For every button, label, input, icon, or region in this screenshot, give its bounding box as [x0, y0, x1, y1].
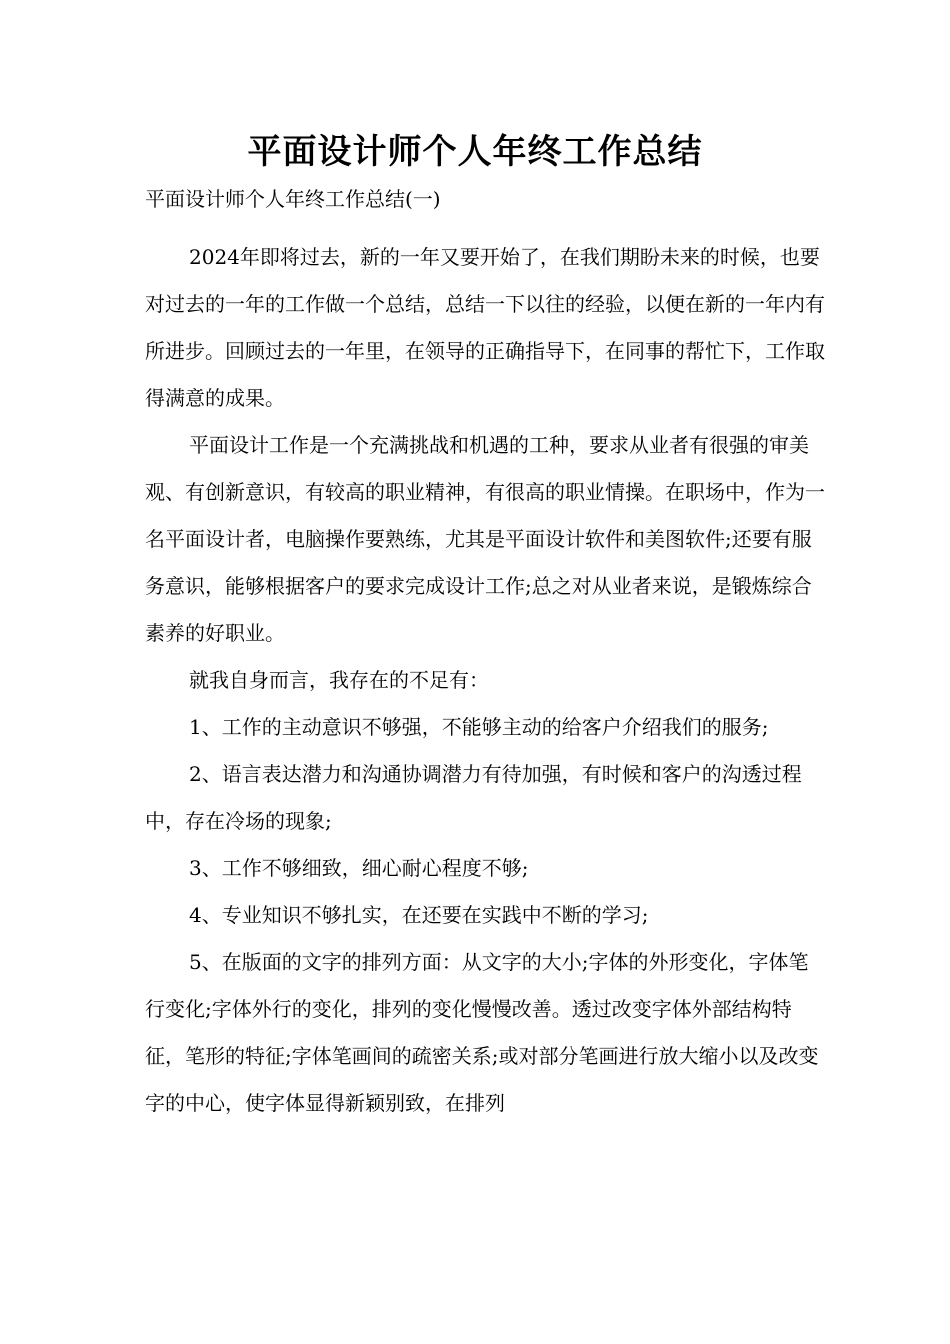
paragraph-job-description: 平面设计工作是一个充满挑战和机遇的工种，要求从业者有很强的审美观、有创新意识，有较高的职业精神，有很高的职业情操。在职场中，作为一名平面设计者，电脑操作要熟练，尤其是平面设计软件和美图软件;还要有服务意识，能够根据客户的要求完成设计工作;总之对从业者来说，是锻炼综合素养的好职业。 [145, 433, 825, 645]
list-item-shortcoming-2: 2、语言表达潜力和沟通协调潜力有待加强，有时候和客户的沟透过程中，存在冷场的现象; [145, 762, 802, 833]
document-subtitle: 平面设计师个人年终工作总结(一) [145, 187, 441, 211]
list-item-shortcoming-1: 1、工作的主动意识不够强，不能够主动的给客户介绍我们的服务; [189, 715, 769, 739]
document-title: 平面设计师个人年终工作总结 [247, 132, 703, 172]
list-item-shortcoming-5: 5、在版面的文字的排列方面：从文字的大小;字体的外形变化，字体笔行变化;字体外行的变化，排列的变化慢慢改善。透过改变字体外部结构特征，笔形的特征;字体笔画间的疏密关系;或对部分笔画进行放大缩小以及改变字的中心，使字体显得新颖别致，在排列 [145, 950, 819, 1115]
paragraph-shortcomings-heading: 就我自身而言，我存在的不足有： [189, 668, 489, 692]
list-item-shortcoming-4: 4、专业知识不够扎实，在还要在实践中不断的学习; [189, 903, 649, 927]
document-body [145, 234, 825, 1127]
paragraph-intro: 2024年即将过去，新的一年又要开始了，在我们期盼未来的时候，也要对过去的一年的工作做一个总结，总结一下以往的经验，以便在新的一年内有所进步。回顾过去的一年里，在领导的正确指导下，在同事的帮忙下，工作取得满意的成果。 [145, 245, 825, 410]
list-item-shortcoming-3: 3、工作不够细致，细心耐心程度不够; [189, 856, 529, 880]
